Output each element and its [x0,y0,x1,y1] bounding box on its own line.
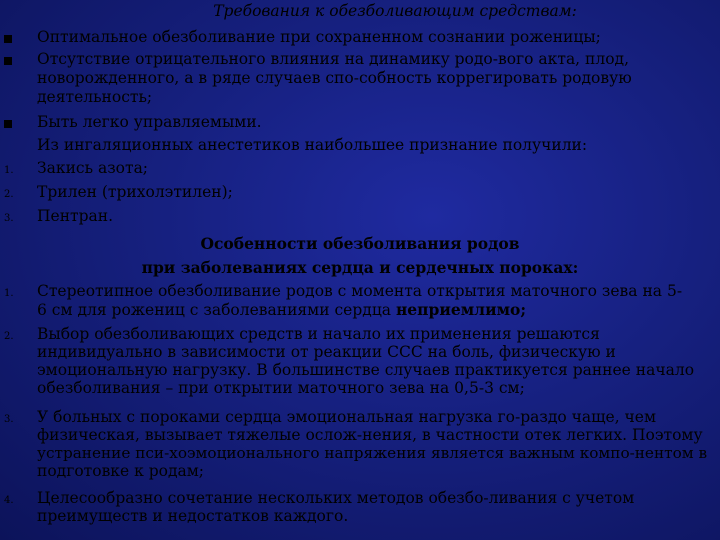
point-4-line1: Целесообразно сочетание нескольких методов обезбо-ливания с учетом [37,489,635,507]
list-number: 2. [4,331,14,342]
bullet-square-icon [4,30,12,49]
list-number: 4. [4,495,14,506]
point-1-emphasis: неприемлимо; [395,300,527,319]
list-number: 3. [4,213,14,224]
point-3-line1: У больных с пороками сердца эмоциональная нагрузка го-раздо чаще, чем [37,408,657,426]
requirement-1: Оптимальное обезболивание при сохраненном сознании роженицы; [37,28,601,46]
list-number: 2. [4,189,14,200]
anesthetics-intro: Из ингаляционных анестетиков наибольшее признание получили: [37,136,588,154]
list-number: 1. [4,288,14,299]
slide-title: Требования к обезболивающим средствам: [213,2,577,20]
requirement-2-line1: Отсутствие отрицательного влияния на динамику родо-вого акта, плод, [37,50,630,68]
requirement-2-line2: новорожденного, а в ряде случаев спо-собность коррегировать родовую [37,69,632,87]
bullet-square-icon [4,115,12,134]
anesthetic-3: Пентран. [37,207,114,225]
point-2-line2: индивидуально в зависимости от реакции ССС на боль, физическую и [37,343,616,361]
point-3-line3: устранение пси-хоэмоционального напряжения является важным компо-нентом в [37,444,708,462]
anesthetic-1: Закись азота; [37,159,149,177]
point-3-line2: физическая, вызывает тяжелые ослож-нения, в частности отек легких. Поэтому [37,426,703,444]
bullet-square-icon [4,52,12,71]
point-2-line1: Выбор обезболивающих средств и начало их применения решаются [37,325,600,343]
requirement-3: Быть легко управляемыми. [37,113,262,131]
point-1-text: 6 см для рожениц с заболеваниями сердца [37,301,396,319]
point-4-line2: преимуществ и недостатков каждого. [37,507,349,525]
requirement-2-line3: деятельность; [37,88,153,106]
list-number: 3. [4,414,14,425]
list-number: 1. [4,165,14,176]
point-2-line4: обезболивания – при открытии маточного зева на 0,5-3 см; [37,379,525,397]
point-2-line3: эмоциональную нагрузку. В большинстве случаев практикуется раннее начало [37,361,695,379]
point-1-line2 [37,301,526,319]
point-3-line4: подготовке к родам; [37,462,205,480]
section-subtitle-line2: при заболеваниях сердца и сердечных пороках: [141,258,579,277]
anesthetic-2: Трилен (трихолэтилен); [37,183,233,201]
point-1-line1: Стереотипное обезболивание родов с момента открытия маточного зева на 5- [37,282,683,300]
section-subtitle-line1: Особенности обезболивания родов [200,234,520,253]
